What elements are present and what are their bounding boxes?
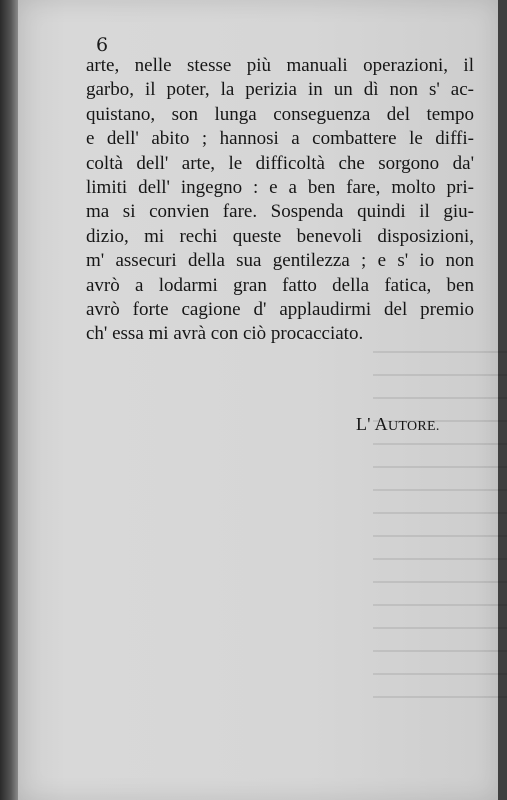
text-line: limiti dell' ingegno : e a ben fare, molto pri- — [86, 177, 474, 199]
text-line: avrò a lodarmi gran fatto della fatica, ben — [86, 274, 474, 296]
text-line: coltà dell' arte, le difficoltà che sorgono da' — [86, 152, 474, 174]
signature-initial: L' A — [356, 414, 388, 434]
page-number: 6 — [96, 34, 109, 56]
text-line: garbo, il poter, la perizia in un dì non s' ac- — [86, 79, 474, 101]
body-text — [86, 54, 474, 347]
text-line: quistano, son lunga conseguenza del tempo — [86, 103, 474, 125]
bleed-through-text — [373, 330, 507, 730]
text-line: m' assecuri della sua gentilezza ; e s' io non — [86, 250, 474, 272]
text-line: ma si convien fare. Sospenda quindi il giu- — [86, 201, 474, 223]
text-line: e dell' abito ; hannosi a combattere le diffi- — [86, 128, 474, 150]
book-binding-edge — [0, 0, 18, 800]
text-line: dizio, mi rechi queste benevoli disposizioni, — [86, 225, 474, 247]
text-line: ch' essa mi avrà con ciò procacciato. — [86, 323, 364, 345]
text-line: arte, nelle stesse più manuali operazioni, il — [86, 55, 474, 76]
signature-small-caps: UTORE. — [387, 419, 440, 434]
text-line: avrò forte cagione d' applaudirmi del premio — [86, 299, 474, 321]
author-signature — [356, 414, 440, 435]
